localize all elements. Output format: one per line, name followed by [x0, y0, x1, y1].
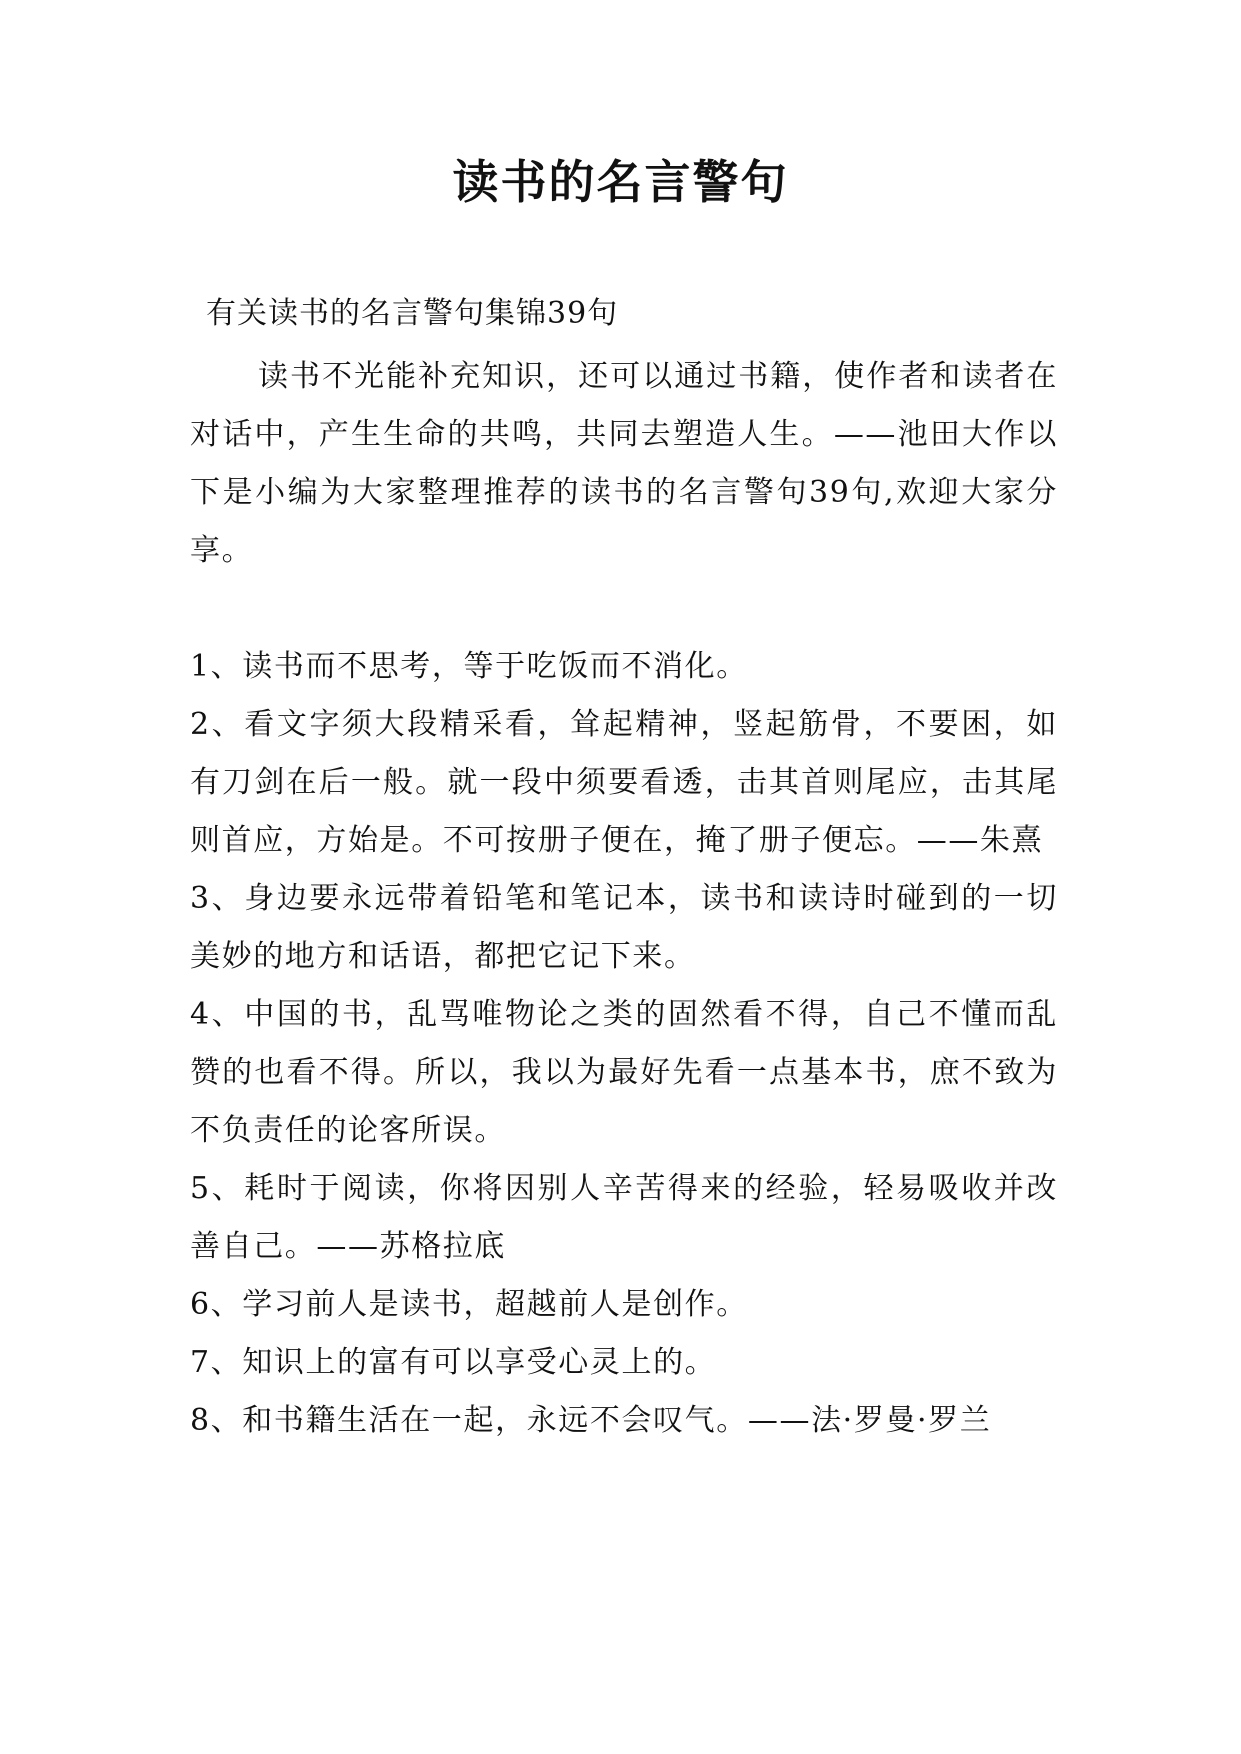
quote-item: 5、耗时于阅读，你将因别人辛苦得来的经验，轻易吸收并改善自己。——苏格拉底 [190, 1171, 1058, 1264]
quote-item: 8、和书籍生活在一起，永远不会叹气。——法·罗曼·罗兰 [190, 1403, 992, 1438]
quote-item: 4、中国的书，乱骂唯物论之类的固然看不得，自己不懂而乱赞的也看不得。所以，我以为最好先看一点基本书，庶不致为不负责任的论客所误。 [190, 997, 1058, 1148]
document-subtitle: 有关读书的名言警句集锦39句 [206, 296, 619, 331]
quote-item: 1、读书而不思考，等于吃饭而不消化。 [190, 649, 748, 684]
document-body [190, 348, 1058, 1450]
intro-paragraph: 读书不光能补充知识，还可以通过书籍，使作者和读者在对话中，产生生命的共鸣，共同去塑造人生。——池田大作以下是小编为大家整理推荐的读书的名言警句39句,欢迎大家分享。 [190, 359, 1058, 568]
paragraph-spacer [190, 580, 1058, 638]
quote-item: 7、知识上的富有可以享受心灵上的。 [190, 1345, 717, 1380]
quote-item: 2、看文字须大段精采看，耸起精神，竖起筋骨，不要困，如有刀剑在后一般。就一段中须要看透，击其首则尾应，击其尾则首应，方始是。不可按册子便在，掩了册子便忘。——朱熹 [190, 707, 1058, 858]
quote-item: 6、学习前人是读书，超越前人是创作。 [190, 1287, 748, 1322]
document-title: 读书的名言警句 [452, 155, 789, 209]
quote-item: 3、身边要永远带着铅笔和笔记本，读书和读诗时碰到的一切美妙的地方和话语，都把它记下来。 [190, 881, 1058, 974]
